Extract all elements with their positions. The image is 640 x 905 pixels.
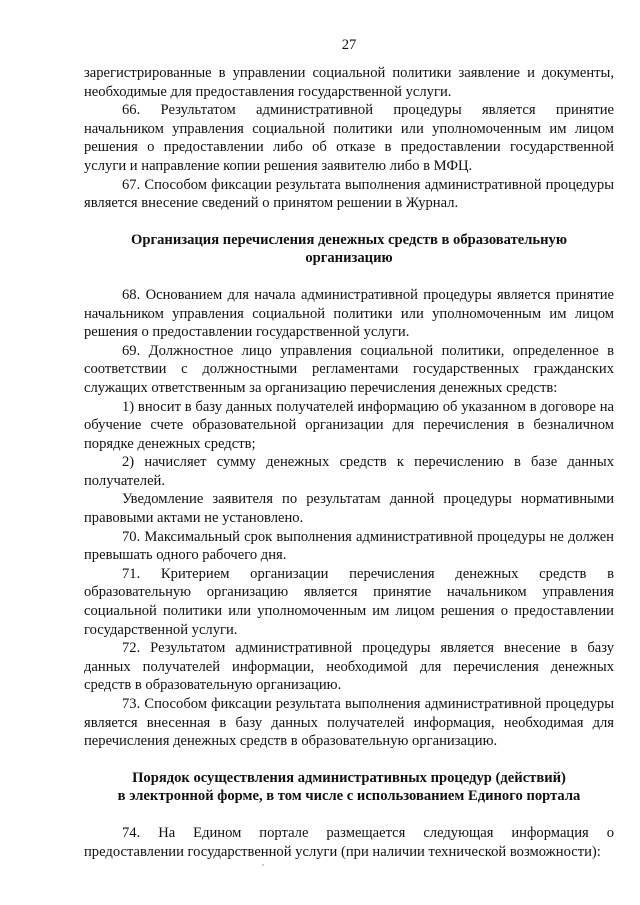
paragraph: 73. Способом фиксации результата выполнения административной процедуры является внесенная в базу данных получателей информация, необходимая для перечисления денежных средств в образовательную организацию. <box>84 696 614 750</box>
paragraph: 70. Максимальный срок выполнения административной процедуры не должен превышать одного рабочего дня. <box>84 528 614 564</box>
paragraph: 67. Способом фиксации результата выполнения административной процедуры является внесение сведений о принятом решении в Журнал. <box>84 176 614 212</box>
paragraph: 72. Результатом административной процедуры является внесение в базу данных получателей информации, необходимой для перечисления денежных средств в образовательную организацию. <box>84 640 614 694</box>
paragraph: 71. Критерием организации перечисления денежных средств в образовательную организацию является принятие начальником управления социальной политики или уполномоченным им лицом решения о предоставлении государственной услуги. <box>84 565 614 638</box>
section-heading-line: Организация перечисления денежных средств в образовательную <box>131 231 567 248</box>
section-heading <box>84 231 614 268</box>
paragraph: 74. На Едином портале размещается следующая информация о предоставлении государственной услуги (при наличии технической возможности): <box>84 824 614 860</box>
paragraph: 2) начисляет сумму денежных средств к перечислению в базе данных получателей. <box>84 454 614 489</box>
section-heading-line: в электронной форме, в том числе с использованием Единого портала <box>117 788 581 805</box>
paragraph: Уведомление заявителя по результатам данной процедуры нормативными правовыми актами не установлено. <box>84 491 614 527</box>
page-number: 27 <box>341 37 357 53</box>
section-heading-line: организацию <box>305 250 393 267</box>
section-heading-line: Порядок осуществления административных процедур (действий) <box>132 769 566 786</box>
paragraph: 68. Основанием для начала административной процедуры является принятие начальником управления социальной политики или уполномоченным им лицом решения о предоставлении государственной услуги. <box>84 286 614 341</box>
scan-dot <box>262 864 264 866</box>
section-heading <box>84 769 614 806</box>
document-body <box>84 64 614 861</box>
paragraph: 69. Должностное лицо управления социальной политики, определенное в соответствии с должностными регламентами государственных гражданских служащих ответственным за организацию перечисления денежных средств: <box>84 342 614 396</box>
paragraph: 1) вносит в базу данных получателей информацию об указанном в договоре на обучение счете образовательной организации для перечисления в безналичном порядке денежных средств; <box>84 398 614 452</box>
paragraph: 66. Результатом административной процедуры является принятие начальником управления социальной политики или уполномоченным им лицом решения о предоставлении либо об отказе в предоставлении государственной услуги и направление копии решения заявителю либо в МФЦ. <box>84 102 614 174</box>
paragraph: зарегистрированные в управлении социальной политики заявление и документы, необходимые для предоставления государственной услуги. <box>84 65 614 100</box>
